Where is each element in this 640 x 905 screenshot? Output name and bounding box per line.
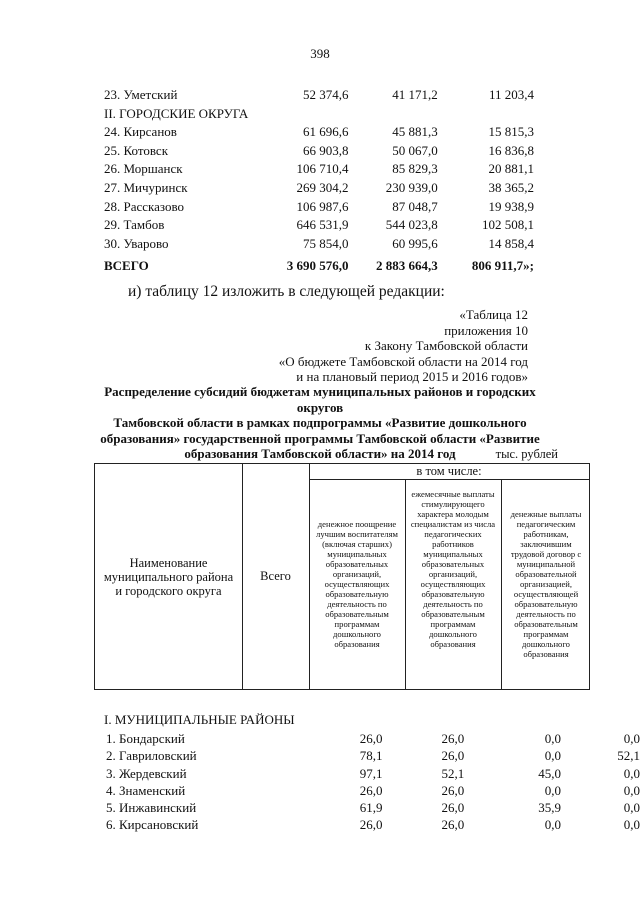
summary-table — [104, 86, 534, 276]
table-row — [104, 142, 534, 161]
row-col-2: 0,0 — [544, 817, 561, 833]
row-name: 5. Инжавинский — [106, 800, 197, 816]
total-row — [104, 253, 534, 276]
row-value-1: 45 881,3 — [392, 124, 438, 140]
row-total: 61,9 — [359, 800, 383, 816]
row-name: 3. Жердевский — [106, 765, 187, 781]
heading-line: Тамбовской области в рамках подпрограммы «Развитие дошкольного — [113, 415, 527, 430]
table-row — [104, 123, 534, 142]
row-value-1: 544 023,8 — [385, 217, 438, 233]
row-col-2: 35,9 — [538, 800, 561, 816]
row-name: 30. Уварово — [104, 235, 169, 251]
header-column-3: денежные выплаты педагогическим работникам, заключившим трудовой договор с муниципальной образовательной организацией, осуществляющей образовательную деятельность по образовательным программам дошкольного образования — [510, 509, 582, 659]
row-name: II. ГОРОДСКИЕ ОКРУГА — [104, 105, 249, 121]
row-total: 26,0 — [359, 782, 383, 798]
total-value-1: 2 883 664,3 — [376, 258, 438, 274]
row-col-2: 45,0 — [538, 765, 561, 781]
heading-line: образования» государственной программы Тамбовской области «Развитие — [100, 430, 540, 446]
row-value-total: 106 987,6 — [296, 198, 349, 214]
instruction-text: и) таблицу 12 изложить в следующей редакции: — [128, 283, 445, 300]
table-row — [106, 765, 640, 782]
table-row — [106, 730, 640, 747]
row-value-total: 66 903,8 — [303, 142, 349, 158]
table-row — [106, 799, 640, 816]
row-col-3: 0,0 — [623, 731, 640, 746]
row-value-total — [248, 105, 348, 124]
table-header — [94, 463, 590, 690]
units-label: тыс. рублей — [495, 447, 558, 461]
row-value-2 — [438, 105, 534, 124]
row-value-total: 61 696,6 — [303, 124, 349, 140]
table-row — [104, 160, 534, 179]
table-reference — [279, 307, 528, 385]
row-col-3: 52,1 — [617, 748, 640, 764]
row-value-1: 230 939,0 — [385, 179, 438, 195]
distribution-table — [106, 730, 640, 834]
header-name-column: Наименование муниципального района и городского округа — [103, 555, 234, 598]
row-col-3: 0,0 — [623, 817, 640, 833]
table-row — [104, 198, 534, 217]
reference-line: «Таблица 12 — [459, 307, 528, 322]
row-name: 1. Бондарский — [106, 731, 185, 746]
table-heading — [90, 384, 550, 462]
row-name: 24. Кирсанов — [104, 124, 177, 140]
row-name: 23. Уметский — [104, 87, 178, 102]
table-row — [104, 216, 534, 235]
table-row — [106, 816, 640, 833]
heading-line: Распределение субсидий бюджетам муниципальных районов и городских округов — [104, 384, 536, 415]
header-total-column: Всего — [260, 569, 291, 583]
row-total: 97,1 — [359, 765, 383, 781]
total-label: ВСЕГО — [104, 258, 149, 274]
row-value-2: 102 508,1 — [482, 217, 534, 233]
row-value-1: 50 067,0 — [392, 142, 438, 158]
row-col-3: 0,0 — [623, 765, 640, 781]
row-name: 28. Рассказово — [104, 198, 185, 214]
row-col-2: 0,0 — [544, 731, 561, 746]
row-col-2: 0,0 — [544, 782, 561, 798]
row-name: 25. Котовск — [104, 142, 169, 158]
row-total: 26,0 — [359, 817, 383, 833]
row-col-3: 0,0 — [623, 800, 640, 816]
row-col-1: 26,0 — [441, 731, 465, 746]
row-name: 6. Кирсановский — [106, 817, 199, 833]
table-row — [104, 105, 534, 124]
row-value-2: 11 203,4 — [488, 87, 534, 102]
row-col-3: 0,0 — [623, 782, 640, 798]
row-value-total: 52 374,6 — [303, 87, 349, 102]
row-value-total: 75 854,0 — [303, 235, 349, 251]
header-column-1: денежное поощрение лучшим воспитателям (включая старших) муниципальных образовательных организаций, осуществляющих образовательную деятельность по образовательным программам дошкольного образования — [316, 519, 398, 649]
header-column-2: ежемесячные выплаты стимулирующего характера молодым специалистам из числа педагогических работников муниципальных образовательных организаций, осуществляющих образовательную деятельность по образовательным программам дошкольного образования — [410, 489, 496, 649]
row-value-1: 60 995,6 — [392, 235, 438, 251]
reference-line: и на плановый период 2015 и 2016 годов» — [296, 369, 528, 384]
row-value-2: 15 815,3 — [488, 124, 534, 140]
row-value-2: 19 938,9 — [488, 198, 534, 214]
row-value-1 — [349, 105, 438, 124]
row-value-total: 106 710,4 — [296, 161, 349, 177]
row-col-1: 26,0 — [441, 817, 465, 833]
table-row — [106, 782, 640, 799]
row-value-total: 646 531,9 — [296, 217, 349, 233]
row-value-2: 14 858,4 — [488, 235, 534, 251]
row-name: 29. Тамбов — [104, 217, 165, 233]
header-including: в том числе: — [416, 464, 482, 478]
reference-line: «О бюджете Тамбовской области на 2014 год — [278, 353, 528, 369]
reference-line: к Закону Тамбовской области — [364, 338, 528, 353]
heading-line: образования Тамбовской области» на 2014 год — [184, 446, 456, 461]
total-value-2: 806 911,7»; — [471, 258, 534, 274]
row-name: 4. Знаменский — [106, 782, 186, 798]
total-value: 3 690 576,0 — [286, 258, 349, 274]
row-value-1: 41 171,2 — [392, 87, 438, 102]
row-total: 26,0 — [359, 731, 383, 746]
row-name: 2. Гавриловский — [106, 748, 197, 764]
reference-line: приложения 10 — [444, 322, 528, 338]
page-number: 398 — [310, 46, 330, 61]
row-name: 26. Моршанск — [104, 161, 183, 177]
row-name: 27. Мичуринск — [104, 179, 188, 195]
table-row — [104, 235, 534, 254]
section-title: I. МУНИЦИПАЛЬНЫЕ РАЙОНЫ — [104, 712, 295, 727]
table-row — [106, 747, 640, 764]
row-value-2: 20 881,1 — [488, 161, 534, 177]
row-value-1: 87 048,7 — [392, 198, 438, 214]
row-value-2: 38 365,2 — [488, 179, 534, 195]
table-row — [104, 86, 534, 105]
row-total: 78,1 — [359, 748, 383, 764]
row-col-1: 26,0 — [441, 782, 465, 798]
row-col-1: 52,1 — [441, 765, 465, 781]
row-value-2: 16 836,8 — [488, 142, 534, 158]
row-col-1: 26,0 — [441, 800, 465, 816]
row-value-1: 85 829,3 — [392, 161, 438, 177]
row-col-2: 0,0 — [544, 748, 561, 764]
table-row — [104, 179, 534, 198]
row-value-total: 269 304,2 — [296, 179, 349, 195]
row-col-1: 26,0 — [441, 748, 465, 764]
